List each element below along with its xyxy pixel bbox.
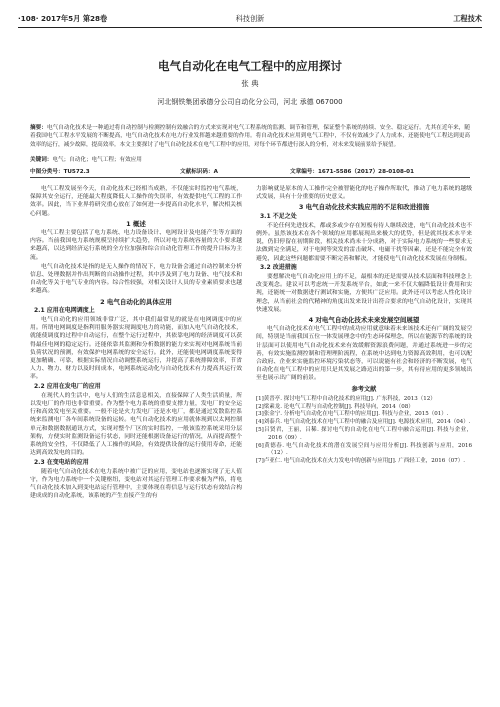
keywords: [30, 155, 470, 163]
paper-title: 电气自动化在电气工程中的应用探讨: [158, 59, 342, 73]
body-paragraph: 力影响就是原本的人工操作完全被智能化的电子操作所取代，推动了电力系统的越级式发展，具有十分重要的历史意义。: [256, 186, 472, 201]
page-header: [18, 14, 482, 26]
body-paragraph: 随着电气自动化技术在电力系统中被广泛的应用，变电站也逐渐实现了无人值守，作为电力系统中一个关键枢纽，变电站对其运行管理工作要求极为严格，将电气自动化技术加入到变电站运行管理中，主要体现在将信息与运行状态有效结合构建成成的自动化系统，该系统的产生直接产生的有: [30, 468, 242, 500]
paper-author: 张 典: [241, 79, 259, 88]
paper-affiliation: 河北钢铁集团承德分公司自动化分公司，河北 承德 067000: [157, 98, 343, 106]
reference-item: [6]黄德春. 电气自动化技术的潜在发展空间与应用分析[J]. 科技创新与应用，2016（12）.: [256, 442, 472, 457]
header-journal: 科技创新: [235, 14, 265, 23]
body-paragraph: 电气工程发展至今天，自动化技术已经相当成熟，不仅能实时监控电气系统，保障其安全运行，还能最大程度降低人工操作的失误率，有效提供电气工程的工作效率。因此，当下业界将研究重心放在了如何进一步提高自动化水平，解决相关核心问题。: [30, 186, 242, 217]
reference-item: [1]黄晋亭. 探讨电气工程中自动化技术的应用[J]. 广东科技，2013（12）: [256, 395, 436, 402]
body-paragraph: 电气自动化的应用领域非常广泛，其中我们最常见的就是在电网调度中的应用。所谓电网调度是指利用服务器实现调度电力的功能，而加入电气自动化技术，就能使调度的过程中自动运行，在整个运行过程中，其依靠电网的经济调度可以获得最佳电网的稳定运行。还能依靠其监测和分析数据的能力来实现对电网系统当前负荷状况的预测，有效保护电网系统的安全运行。此外，还能使电网调度系统变得更加精确、可靠，根据实际情况自动调整系统运行，并提高了系统排障效率，节省人力、物力、财力以及时间成本，电网系统运动化与自动化技术有力提高其运行效率。: [30, 317, 242, 381]
reference-item: [3]张金宁. 分析电气自动化在电气工程中的应用[J]. 科技与企业，2015（01）.: [256, 411, 449, 418]
section-heading: 2 电气自动化的具体应用: [100, 297, 172, 306]
abstract: [30, 124, 470, 149]
subsection-heading: 2.2 应用在发电厂的应用: [34, 382, 101, 390]
references-list: [256, 396, 472, 466]
section-heading: 1 概述: [126, 219, 146, 228]
reference-item: [2]梁素龙. 论电气工程与自动化控制[J]. 科技导向，2014（08）: [256, 403, 414, 410]
reference-item: [5]吕贤君，王丽，吕稀. 探讨电气的自动化在电气工程中融合运用[J]. 科技与企业，2016（09）.: [256, 427, 472, 441]
body-paragraph: 不论任何先进技术，都或多或少存在短板有待人继续改进，电气自动化技术也不例外。虽然该技术在各个领域的应用都展现出来极大的优势，但是就其技术水平来说，仍旧停留在初期阶段，相关技术尚未十分成熟，对于实际电力系统的一些要求无法做到完全满足，对于电网等突发的雷击破坏、电磁干扰等因素，还是不能完全有效避免，因此这些问题都需要不断完善和解决，才能使电气自动化技术发展在身制板。: [256, 222, 472, 262]
abstract-text: 电气自动化技术是一种通过将自动控制与检测控制有效融合的方式来实现对电气工程系统的监测、调节和管理，保证整个系统的持续、安全、稳定运行。尤其在近年来，随着我国电气工程水平发展的不断提高，电气自动化技术在电力行业发挥越来越重要的作用。将自动化技术应用到电气工程中，不仅有效减少了人力成本，还能使电气工程达到更高效率的运行，减少故障，提高效率。本文主要探讨了电气自动化技术在电气工程中的应用，对每个环节都进行深入的分析，对未来发展前景给予展望。: [30, 125, 470, 148]
body-paragraph: 电气自动化技术在电气工程中的成功应用就意味着未来该技术还有广阔的发展空间，特别是当前我国五位一体发展理念中的生态环保理念，所以在能源节约系统的设计层面可以使用电气自动化技术来有效缓解资源浪费问题，并通过系统进一步的完善，有效实施监测控制和管理理阶流程，在系统中达到电力资源高效利用，也可以配合政府、企业来实施监控环境污染状态等，可以说能有社会和经济的不断发展，电气自动化在电气工程中的应用只是其发展之路迈出的第一步，其有待应用的更多领域出至也展示出广阔的前景。: [256, 326, 472, 382]
header-rule: [18, 27, 482, 28]
reference-item: [4]刘泰兵. 电气自动化技术在电气工程中的融合及应用[J]. 电源技术应用，2014（04）.: [256, 419, 471, 426]
meta-rule: [30, 177, 470, 178]
left-column: [30, 185, 242, 502]
reference-item: [7]卢亚仁. 电气自动化技术在火力发电中的创新与应用[J]. 广西轻工业，2016（07）.: [256, 458, 466, 465]
body-paragraph: 在现代人的生活中，电与人们的生活息息相关，直接保障了人类生活质量，所以发电厂的作用也非常重要。作为整个电力系统的重要支撑力量，发电厂的安全运行和高效发电至关重要。一般不论是火力发电厂还是水电厂，都是通过发散监控系统来监测电厂各车间系统设备的运转。电气自动化技术的应用就体现到以太网控制单元和数据数据通讯方式，实现对整个厂区的实时监控，一般该监控系统采用分层架构，方便实时监测设备运行状态，同时还能根据设备运行的情况，从而提高整个系统的安全性，不仅降低了人工操作的风险，有效提供设备的运行使用寿命，还能达到高效发电的目的。: [30, 392, 242, 457]
doc-code: 文献标识码：A: [180, 169, 218, 175]
body-paragraph: 电气工程主要包括了电力系统、电力设备设计、电网设计及电能产生等方面的内容。当前我国电力系统规模呈持续扩大趋势，所以对电力系统容量的大小要求越来越高，以达到经济运行系统的全方位加强和综合自动化管理工作的提升目标为主流。: [30, 230, 242, 261]
header-section: 工程技术: [453, 14, 482, 23]
body-paragraph: 电气自动化技术是指的是无人操作的情况下，电力设备会通过自动控制来分析信息、处理数据并作出判断的自动操作过程，其中涉及到了电力设备、电气技术和自动化等关于电气专业的内容。综合性较强，对相关设计人员的专业素质要求也越来越高。: [30, 263, 242, 295]
subsection-heading: 2.1 应用在电网调度上: [34, 306, 95, 314]
section-heading: 3 电气自动化技术实践应用的不足和改进措施: [298, 203, 430, 212]
keywords-text: 电气；自动化；电气工程；有效应用: [52, 157, 142, 163]
subsection-heading: 2.3 在变电站的应用: [34, 458, 89, 466]
subsection-heading: 3.2 改进措施: [260, 263, 297, 271]
subsection-heading: 3.1 不足之处: [260, 212, 297, 220]
clc-number: 中图分类号：TU572.3: [30, 169, 90, 175]
right-column: [256, 185, 472, 466]
header-issue: ·108· 2017年5月 第28卷: [18, 14, 108, 23]
article-id: 文章编号：1671-5586（2017）28-0108-01: [290, 169, 414, 175]
section-heading: 4 对电气自动化技术未来发展空间展望: [308, 316, 420, 325]
keywords-label: 关键词：: [30, 157, 53, 163]
references-title: 参考文献: [351, 385, 377, 393]
abstract-label: 摘要：: [30, 125, 47, 131]
body-paragraph: 要想解决电气自动化应用上的不足，最根本的还是需要从技术层面和科技理念上改变观念。建议可以考虑统一开发系统平台，如此一来不仅大幅降低设计费用和实现，还能统一对数据进行测试和实施，方便其广泛应用。此外还可以考虑人性化设计理念，从当前社会的代精神的角度出发来设计出符合要求的电气自动化设计，实现其快速发展。: [256, 274, 472, 313]
